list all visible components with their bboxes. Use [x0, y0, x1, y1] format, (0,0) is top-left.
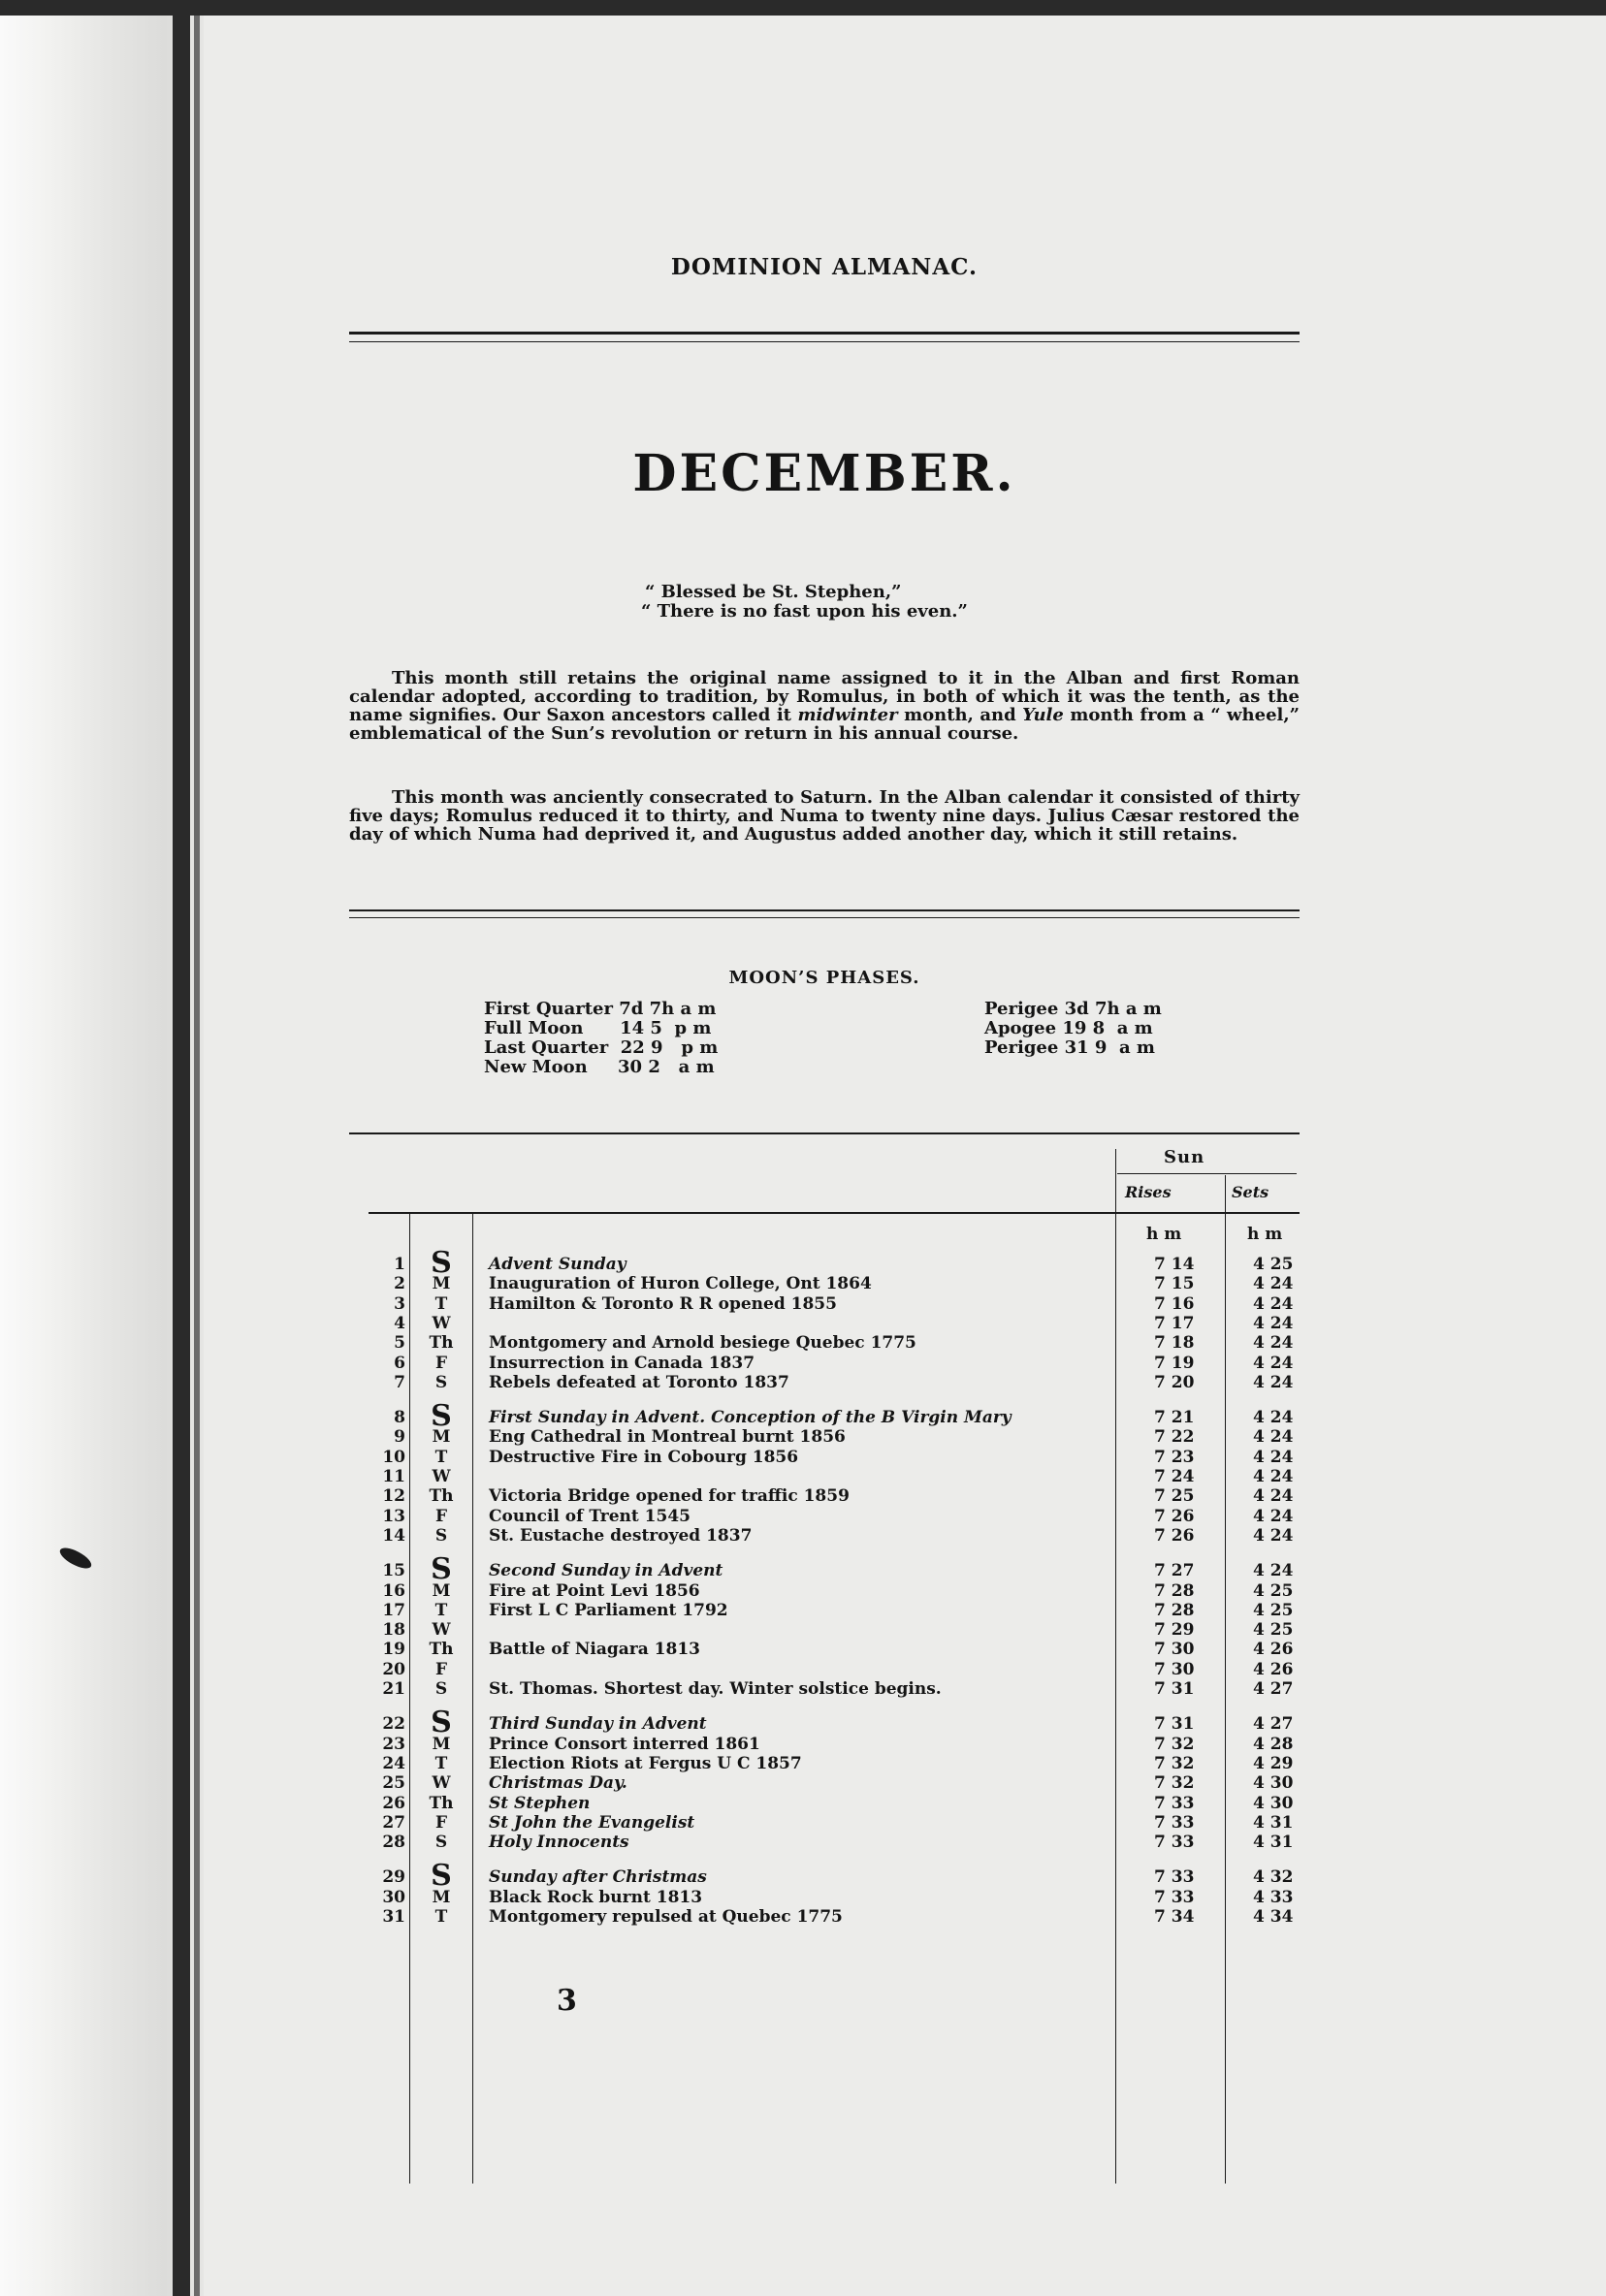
sunrise-time: 7 32: [1154, 1773, 1195, 1794]
calendar-row: [349, 1508, 1300, 1526]
weekday: M: [432, 1734, 451, 1754]
weekday: T: [434, 1600, 448, 1620]
weekday: S: [431, 1706, 452, 1740]
running-header: DOMINION ALMANAC.: [670, 254, 979, 280]
event-text: Holy Innocents: [489, 1833, 629, 1853]
sunset-time: 4 25: [1253, 1620, 1294, 1641]
calendar-row: [349, 1552, 1300, 1587]
sunset-time: 4 24: [1253, 1561, 1294, 1581]
day-number: 11: [382, 1467, 405, 1486]
calendar-row: [349, 1889, 1300, 1907]
calendar-row: [349, 1246, 1300, 1280]
weekday: F: [434, 1353, 448, 1373]
sunset-time: 4 26: [1253, 1640, 1294, 1660]
sunset-time: 4 31: [1253, 1833, 1294, 1853]
day-number: 23: [382, 1734, 405, 1754]
event-text: Christmas Day.: [489, 1773, 627, 1794]
calendar-row: [349, 1774, 1300, 1793]
weekday: S: [434, 1372, 448, 1392]
sunset-time: 4 26: [1253, 1659, 1294, 1679]
intro-paragraph-2: This month was anciently consecrated to Saturn. In the Alban calendar it consisted of thirty five days; Romulus reduced it to thirty, and Numa to twenty nine days. Julius Cæsar restored the day of which Numa had deprived it, and Augustus added another day, which it still retains.: [349, 787, 1300, 845]
calendar-row: [349, 1859, 1300, 1894]
intro-text: month, and: [897, 705, 1023, 725]
event-text: Destructive Fire in Cobourg 1856: [489, 1447, 799, 1467]
phase-first-quarter: First Quarter 7d 7h a m: [484, 999, 717, 1019]
sunset-time: 4 24: [1253, 1467, 1294, 1486]
day-number: 14: [382, 1525, 405, 1546]
day-number: 26: [382, 1793, 405, 1813]
sunset-time: 4 25: [1253, 1255, 1294, 1274]
event-text: St John the Evangelist: [489, 1812, 695, 1833]
sunrise-time: 7 33: [1154, 1793, 1195, 1813]
calendar-row: [349, 1399, 1300, 1434]
day-number: 1: [394, 1255, 405, 1274]
sunrise-time: 7 30: [1154, 1659, 1195, 1679]
event-text: Prince Consort interred 1861: [489, 1734, 760, 1754]
sun-header: Sun: [1164, 1147, 1205, 1167]
event-text: Council of Trent 1545: [489, 1506, 691, 1526]
sunrise-time: 7 26: [1154, 1506, 1195, 1526]
epigraph-line-2: “ There is no fast upon his even.”: [641, 601, 968, 622]
calendar-row: [349, 1908, 1300, 1927]
sunset-time: 4 24: [1253, 1506, 1294, 1526]
calendar-row: [349, 1795, 1300, 1813]
event-text: Montgomery and Arnold besiege Quebec 1775: [489, 1333, 916, 1354]
sunrise-time: 7 31: [1154, 1714, 1195, 1735]
weekday: S: [431, 1399, 452, 1434]
sunset-time: 4 34: [1253, 1907, 1294, 1927]
sunrise-time: 7 33: [1154, 1812, 1195, 1833]
weekday: M: [432, 1427, 451, 1448]
event-text: Sunday after Christmas: [489, 1867, 707, 1888]
book-spine-edge: [194, 0, 200, 2296]
event-text: Eng Cathedral in Montreal burnt 1856: [489, 1427, 846, 1448]
weekday: W: [432, 1467, 451, 1486]
weekday: Th: [429, 1486, 454, 1507]
intro-text: This month still retains the original name assigned to it in the Alban and first Roman calendar adopted, according to tradition, by Romulus, in both of which it was the tenth, as the name signifies. Our Saxon ancestors called it: [349, 668, 1300, 725]
calendar-row: [349, 1814, 1300, 1833]
phase-perigee-2: Perigee 31 9 a m: [984, 1037, 1155, 1058]
day-number: 21: [382, 1679, 405, 1699]
sunset-time: 4 24: [1253, 1353, 1294, 1373]
weekday: W: [432, 1313, 451, 1333]
weekday: M: [432, 1274, 451, 1294]
weekday: W: [432, 1773, 451, 1794]
day-number: 31: [382, 1907, 405, 1927]
phase-new-moon: New Moon 30 2 a m: [484, 1057, 715, 1077]
calendar-row: [349, 1661, 1300, 1679]
sunrise-time: 7 20: [1154, 1372, 1195, 1392]
day-number: 29: [382, 1867, 405, 1888]
day-number: 20: [382, 1659, 405, 1679]
calendar-row: [349, 1834, 1300, 1852]
day-number: 24: [382, 1753, 405, 1773]
sunrise-time: 7 32: [1154, 1734, 1195, 1754]
sun-header-rule: [1117, 1173, 1297, 1174]
calendar-row: [349, 1621, 1300, 1640]
weekday: T: [434, 1447, 448, 1467]
sunset-time: 4 25: [1253, 1600, 1294, 1620]
event-text: Second Sunday in Advent: [489, 1561, 723, 1581]
event-text: St. Eustache destroyed 1837: [489, 1525, 753, 1546]
sunrise-time: 7 25: [1154, 1486, 1195, 1507]
weekday: M: [432, 1887, 451, 1907]
phase-apogee: Apogee 19 8 a m: [984, 1018, 1153, 1038]
event-text: St Stephen: [489, 1793, 591, 1813]
sunrise-time: 7 32: [1154, 1753, 1195, 1773]
intro-paragraph-1: [349, 669, 1300, 743]
sunset-time: 4 24: [1253, 1293, 1294, 1314]
sunset-time: 4 24: [1253, 1427, 1294, 1448]
sunrise-time: 7 28: [1154, 1600, 1195, 1620]
phase-perigee-1: Perigee 3d 7h a m: [984, 999, 1162, 1019]
day-number: 17: [382, 1600, 405, 1620]
header-rule: [349, 332, 1300, 335]
sunrise-time: 7 26: [1154, 1525, 1195, 1546]
sunset-time: 4 25: [1253, 1580, 1294, 1601]
sunrise-time: 7 19: [1154, 1353, 1195, 1373]
weekday: S: [434, 1833, 448, 1853]
calendar-row: [349, 1680, 1300, 1699]
sunrise-time: 7 33: [1154, 1887, 1195, 1907]
calendar-row: [349, 1428, 1300, 1447]
weekday: Th: [429, 1640, 454, 1660]
event-text: Victoria Bridge opened for traffic 1859: [489, 1486, 850, 1507]
day-number: 18: [382, 1620, 405, 1641]
weekday: F: [434, 1812, 448, 1833]
sets-units: h m: [1247, 1225, 1283, 1244]
sets-header: Sets: [1232, 1183, 1269, 1201]
epigraph: [641, 582, 968, 622]
calendar-row: [349, 1602, 1300, 1620]
calendar-header-rule: [369, 1212, 1300, 1214]
event-text: Fire at Point Levi 1856: [489, 1580, 700, 1601]
calendar-row: [349, 1582, 1300, 1601]
day-number: 8: [394, 1408, 405, 1428]
weekday: F: [434, 1659, 448, 1679]
event-text: St. Thomas. Shortest day. Winter solstice begins.: [489, 1679, 942, 1699]
sunrise-time: 7 33: [1154, 1867, 1195, 1888]
day-number: 2: [394, 1274, 405, 1294]
sunset-time: 4 33: [1253, 1887, 1294, 1907]
sunset-time: 4 32: [1253, 1867, 1294, 1888]
calendar-top-rule: [349, 1132, 1300, 1134]
intro-emphasis: Yule: [1022, 705, 1064, 725]
intro-emphasis: midwinter: [797, 705, 898, 725]
rises-units: h m: [1146, 1225, 1182, 1244]
sunset-time: 4 24: [1253, 1313, 1294, 1333]
sunrise-time: 7 30: [1154, 1640, 1195, 1660]
day-number: 22: [382, 1714, 405, 1735]
event-text: Inauguration of Huron College, Ont 1864: [489, 1274, 872, 1294]
epigraph-line-1: “ Blessed be St. Stephen,”: [645, 582, 902, 602]
weekday: M: [432, 1580, 451, 1601]
day-number: 3: [394, 1293, 405, 1314]
day-number: 10: [382, 1447, 405, 1467]
weekday: Th: [429, 1333, 454, 1354]
event-text: Rebels defeated at Toronto 1837: [489, 1372, 789, 1392]
sunrise-time: 7 31: [1154, 1679, 1195, 1699]
sunrise-time: 7 17: [1154, 1313, 1195, 1333]
event-text: First L C Parliament 1792: [489, 1600, 728, 1620]
book-spine: [173, 0, 190, 2296]
event-text: Battle of Niagara 1813: [489, 1640, 700, 1660]
sunrise-time: 7 21: [1154, 1408, 1195, 1428]
header-rule-thin: [349, 341, 1300, 342]
calendar-row: [349, 1527, 1300, 1546]
day-number: 27: [382, 1812, 405, 1833]
sunset-time: 4 24: [1253, 1408, 1294, 1428]
calendar-row: [349, 1755, 1300, 1773]
sunset-time: 4 30: [1253, 1793, 1294, 1813]
top-edge: [0, 0, 1606, 16]
sunset-time: 4 29: [1253, 1753, 1294, 1773]
phase-last-quarter: Last Quarter 22 9 p m: [484, 1037, 719, 1058]
weekday: T: [434, 1753, 448, 1773]
calendar-row: [349, 1449, 1300, 1467]
month-title: DECEMBER.: [632, 444, 1016, 503]
day-number: 4: [394, 1313, 405, 1333]
sunset-time: 4 24: [1253, 1525, 1294, 1546]
calendar-row: [349, 1641, 1300, 1659]
sunrise-time: 7 14: [1154, 1255, 1195, 1274]
day-number: 25: [382, 1773, 405, 1794]
day-number: 28: [382, 1833, 405, 1853]
sunrise-time: 7 23: [1154, 1447, 1195, 1467]
weekday: T: [434, 1293, 448, 1314]
moon-phases-title: MOON’S PHASES.: [728, 968, 920, 988]
day-number: 12: [382, 1486, 405, 1507]
weekday: S: [434, 1679, 448, 1699]
day-number: 9: [394, 1427, 405, 1448]
day-number: 15: [382, 1561, 405, 1581]
day-number: 16: [382, 1580, 405, 1601]
calendar-row: [349, 1374, 1300, 1392]
weekday: S: [431, 1246, 452, 1280]
calendar-row: [349, 1487, 1300, 1506]
sunset-time: 4 28: [1253, 1734, 1294, 1754]
event-text: Third Sunday in Advent: [489, 1714, 707, 1735]
day-number: 6: [394, 1353, 405, 1373]
rises-header: Rises: [1125, 1183, 1172, 1201]
weekday: Th: [429, 1793, 454, 1813]
sunrise-time: 7 29: [1154, 1620, 1195, 1641]
calendar-row: [349, 1315, 1300, 1333]
sunrise-time: 7 34: [1154, 1907, 1195, 1927]
weekday: W: [432, 1620, 451, 1641]
sunset-time: 4 24: [1253, 1274, 1294, 1294]
sunrise-time: 7 15: [1154, 1274, 1195, 1294]
day-number: 13: [382, 1506, 405, 1526]
event-text: Hamilton & Toronto R R opened 1855: [489, 1293, 837, 1314]
phase-full-moon: Full Moon 14 5 p m: [484, 1018, 712, 1038]
event-text: Insurrection in Canada 1837: [489, 1353, 755, 1373]
day-number: 30: [382, 1887, 405, 1907]
event-text: Black Rock burnt 1813: [489, 1887, 703, 1907]
calendar-row: [349, 1355, 1300, 1373]
sunset-time: 4 24: [1253, 1447, 1294, 1467]
weekday: S: [431, 1859, 452, 1894]
sunset-time: 4 24: [1253, 1486, 1294, 1507]
weekday: F: [434, 1506, 448, 1526]
sunset-time: 4 31: [1253, 1812, 1294, 1833]
day-number: 19: [382, 1640, 405, 1660]
sunrise-time: 7 27: [1154, 1561, 1195, 1581]
event-text: First Sunday in Advent. Conception of the B Virgin Mary: [489, 1408, 1012, 1428]
sunset-time: 4 27: [1253, 1714, 1294, 1735]
sunrise-time: 7 24: [1154, 1467, 1195, 1486]
sunset-time: 4 24: [1253, 1333, 1294, 1354]
event-text: Election Riots at Fergus U C 1857: [489, 1753, 802, 1773]
calendar-row: [349, 1295, 1300, 1314]
section-rule: [349, 909, 1300, 911]
calendar-row: [349, 1275, 1300, 1293]
event-text: Advent Sunday: [489, 1255, 626, 1274]
sunrise-time: 7 16: [1154, 1293, 1195, 1314]
event-text: Montgomery repulsed at Quebec 1775: [489, 1907, 843, 1927]
calendar-row: [349, 1736, 1300, 1754]
sunset-time: 4 24: [1253, 1372, 1294, 1392]
weekday: T: [434, 1907, 448, 1927]
day-number: 5: [394, 1333, 405, 1354]
sunset-time: 4 30: [1253, 1773, 1294, 1794]
sunrise-time: 7 28: [1154, 1580, 1195, 1601]
day-number: 7: [394, 1372, 405, 1392]
calendar-row: [349, 1706, 1300, 1740]
weekday: S: [431, 1552, 452, 1587]
sunset-time: 4 27: [1253, 1679, 1294, 1699]
intro-text: month from a “ wheel,” emblematical of the Sun’s revolution or return in his annual course.: [349, 705, 1300, 744]
sunrise-time: 7 18: [1154, 1333, 1195, 1354]
calendar-row: [349, 1334, 1300, 1353]
calendar-row: [349, 1468, 1300, 1486]
weekday: S: [434, 1525, 448, 1546]
sunrise-time: 7 33: [1154, 1833, 1195, 1853]
page-number: 3: [557, 1984, 577, 2018]
section-rule-thin: [349, 917, 1300, 918]
sunrise-time: 7 22: [1154, 1427, 1195, 1448]
